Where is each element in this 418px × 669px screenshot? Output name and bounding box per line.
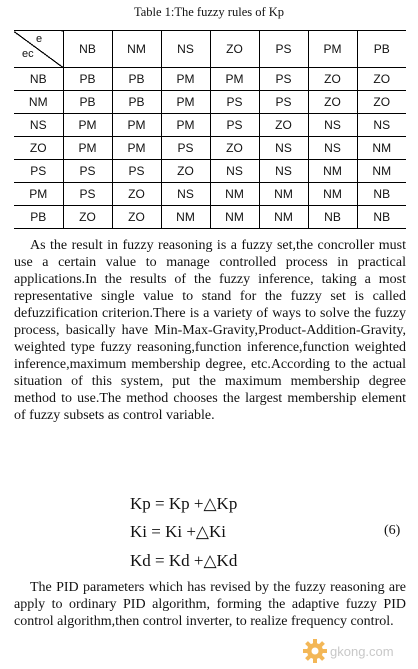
table-cell: ZO <box>63 206 112 229</box>
equation-ki: Ki = Ki +△Ki <box>130 522 226 541</box>
table-cell: NM <box>259 206 308 229</box>
row-header: ZO <box>14 137 63 160</box>
column-header: PM <box>308 31 357 68</box>
equation-kp: Kp = Kp +△Kp <box>130 494 238 513</box>
table-cell: ZO <box>308 68 357 91</box>
table-row <box>14 160 406 183</box>
table-cell: NS <box>259 160 308 183</box>
watermark-text: gkong.com <box>330 644 394 659</box>
column-header: NS <box>161 31 210 68</box>
corner-label-ec: ec <box>22 48 34 60</box>
table-cell: PS <box>210 91 259 114</box>
table-row <box>14 91 406 114</box>
table-cell: NS <box>161 183 210 206</box>
table-cell: PM <box>161 114 210 137</box>
table-cell: ZO <box>210 137 259 160</box>
table-cell: PM <box>210 68 259 91</box>
table-cell: PS <box>259 68 308 91</box>
table-cell: NB <box>308 206 357 229</box>
paragraph-pid: The PID parameters which has revised by the fuzzy reasoning are apply to ordinary PID algorithm, forming the adaptive fuzzy PID control algorithm,then control inverter, to realize frequency control. <box>14 580 406 629</box>
row-header: NB <box>14 68 63 91</box>
table-cell: PB <box>63 91 112 114</box>
table-cell: NB <box>357 206 406 229</box>
table-cell: PM <box>63 114 112 137</box>
table-cell: NS <box>308 114 357 137</box>
equation-number: (6) <box>384 523 401 538</box>
table-cell: NS <box>210 160 259 183</box>
table-cell: PS <box>112 160 161 183</box>
table-cell: NM <box>210 183 259 206</box>
row-header: PB <box>14 206 63 229</box>
table-row <box>14 137 406 160</box>
table-cell: PB <box>112 68 161 91</box>
column-header: PB <box>357 31 406 68</box>
table-caption: Table 1:The fuzzy rules of Kp <box>133 5 285 19</box>
table-cell: NB <box>357 183 406 206</box>
table-cell: ZO <box>357 68 406 91</box>
table-cell: PB <box>112 91 161 114</box>
table-cell: PS <box>210 114 259 137</box>
table-cell: NM <box>210 206 259 229</box>
table-cell: NM <box>259 183 308 206</box>
table-row <box>14 68 406 91</box>
table-cell: PM <box>63 137 112 160</box>
corner-label-e: e <box>36 33 43 45</box>
row-header: PM <box>14 183 63 206</box>
table-cell: PS <box>259 91 308 114</box>
table-cell: PB <box>63 68 112 91</box>
table-cell: NM <box>308 183 357 206</box>
table-cell: PM <box>112 114 161 137</box>
table-cell: ZO <box>161 160 210 183</box>
table-cell: ZO <box>259 114 308 137</box>
table-cell: PS <box>63 183 112 206</box>
column-header: NM <box>112 31 161 68</box>
table-header-row <box>14 31 406 68</box>
row-header: PS <box>14 160 63 183</box>
column-header: PS <box>259 31 308 68</box>
table-cell: ZO <box>308 91 357 114</box>
paragraph-defuzzification: As the result in fuzzy reasoning is a fuzzy set,the concroller must use a certain value to manage controlled process in practical applications.In the results of the fuzzy inference, taking a most representative single value to stand for the fuzzy set is called defuzzification criterion.There is a variety of ways to solve the fuzzy process, basically have Min-Max-Gravity,Product-Addition-Gravity, weighted type fuzzy reasoning,function inference,function weighted inference,maximum membership degree, etc.According to the actual situation of this system, put the maximum membership degree method to use.The method chooses the largest membership element of fuzzy subsets as control variable. <box>14 238 406 423</box>
table-cell: NM <box>161 206 210 229</box>
table-cell: PM <box>161 91 210 114</box>
table-cell: PS <box>63 160 112 183</box>
column-header: NB <box>63 31 112 68</box>
column-header: ZO <box>210 31 259 68</box>
watermark-logo <box>300 636 412 666</box>
table-cell: PM <box>112 137 161 160</box>
table-cell: ZO <box>112 206 161 229</box>
table-cell: NM <box>357 160 406 183</box>
table-cell: NM <box>308 160 357 183</box>
row-header: NS <box>14 114 63 137</box>
table-cell: NS <box>308 137 357 160</box>
equation-kd: Kd = Kd +△Kd <box>130 551 238 570</box>
table-row <box>14 183 406 206</box>
table-row <box>14 206 406 229</box>
table-cell: PM <box>161 68 210 91</box>
fuzzy-rules-table <box>14 30 406 229</box>
table-cell: NS <box>259 137 308 160</box>
table-cell: ZO <box>112 183 161 206</box>
table-corner-cell <box>14 31 63 68</box>
row-header: NM <box>14 91 63 114</box>
table-cell: PS <box>161 137 210 160</box>
gear-icon <box>303 639 327 663</box>
table-cell: NS <box>357 114 406 137</box>
table-row <box>14 114 406 137</box>
table-cell: ZO <box>357 91 406 114</box>
table-cell: NM <box>357 137 406 160</box>
